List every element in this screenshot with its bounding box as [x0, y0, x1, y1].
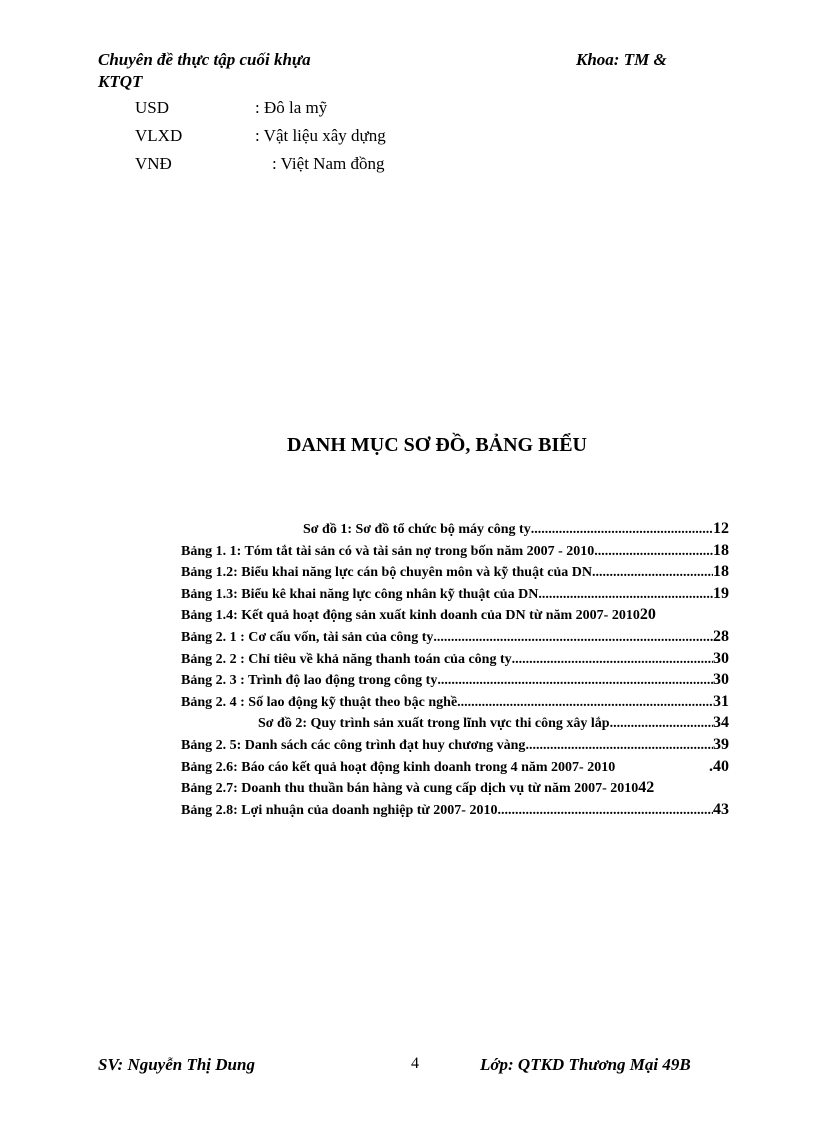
toc-entry — [181, 714, 741, 736]
toc-entry — [181, 650, 741, 672]
footer-page-number: 4 — [411, 1055, 419, 1072]
toc-entry-text: Bảng 1.4: Kết quả hoạt động sản xuất kinh doanh của DN từ năm 2007- 2010 — [181, 608, 640, 624]
toc-entry-text: Bảng 1. 1: Tóm tắt tài sản có và tài sản nợ trong bốn năm 2007 - 2010 — [181, 543, 595, 559]
abbr-meaning: : Đô la mỹ — [255, 98, 328, 117]
toc-entry — [181, 520, 741, 542]
toc-entry — [181, 628, 741, 650]
toc-entry-text: Bảng 2.8: Lợi nhuận của doanh nghiệp từ 2007- 2010 — [181, 802, 498, 818]
toc-entry-page: 18 — [713, 541, 729, 559]
toc-entry — [181, 585, 741, 607]
header-right: Khoa: TM & — [576, 50, 667, 69]
toc-entry — [181, 606, 741, 628]
toc-entry — [181, 671, 741, 693]
toc-entry-text: Bảng 2. 5: Danh sách các công trình đạt huy chương vàng — [181, 737, 526, 753]
toc-entry-page: 30 — [713, 671, 729, 689]
header-continuation: KTQT — [98, 72, 143, 91]
toc-entry — [181, 779, 741, 801]
toc-entry-page: 12 — [713, 520, 729, 537]
toc-entry — [181, 758, 741, 780]
toc-entry-text: Sơ đồ 1: Sơ đồ tổ chức bộ máy công ty — [303, 522, 531, 537]
toc-entry-page: .40 — [709, 757, 729, 775]
abbr-meaning: : Việt Nam đồng — [272, 154, 385, 173]
toc-entry-page: 20 — [639, 606, 656, 624]
footer-class: Lớp: QTKD Thương Mại 49B — [480, 1055, 691, 1074]
toc-entry-page: 19 — [713, 584, 729, 602]
toc-entry-page: 28 — [713, 627, 729, 645]
toc-entry-page: 42 — [638, 779, 655, 797]
toc-entry-page: 31 — [713, 692, 729, 710]
toc-entry-text: Bảng 2.6: Báo cáo kết quả hoạt động kinh doanh trong 4 năm 2007- 2010 — [181, 759, 616, 775]
toc-entry-text: Bảng 2. 3 : Trình độ lao động trong công ty — [181, 673, 438, 689]
toc-entry — [181, 801, 741, 823]
abbr-term: VNĐ — [135, 154, 172, 173]
toc-entry-text: Sơ đồ 2: Quy trình sản xuất trong lĩnh vực thi công xây lắp — [258, 716, 610, 732]
toc-entry-text: Bảng 2.7: Doanh thu thuần bán hàng và cung cấp dịch vụ từ năm 2007- 2010 — [181, 781, 639, 797]
toc-entry-text: Bảng 2. 4 : Số lao động kỹ thuật theo bậc nghề — [181, 694, 458, 710]
header-left: Chuyên đề thực tập cuối khựa — [98, 50, 311, 69]
table-of-figures — [181, 520, 741, 822]
toc-entry — [181, 693, 741, 715]
toc-entry-page: 43 — [713, 800, 729, 818]
toc-entry-text: Bảng 1.3: Biểu kê khai năng lực công nhân kỹ thuật của DN — [181, 586, 539, 602]
abbr-term: USD — [135, 98, 170, 117]
page-title: DANH MỤC SƠ ĐỒ, BẢNG BIỂU — [286, 434, 588, 456]
toc-entry-page: 34 — [713, 714, 729, 732]
abbr-term: VLXD — [135, 126, 183, 145]
toc-entry-text: Bảng 1.2: Biểu khai năng lực cán bộ chuyên môn và kỹ thuật của DN — [181, 565, 592, 581]
abbr-meaning: : Vật liệu xây dựng — [255, 126, 386, 145]
toc-entry — [181, 563, 741, 585]
toc-entry-page: 18 — [713, 563, 729, 581]
toc-entry-text: Bảng 2. 1 : Cơ cấu vốn, tài sản của công ty — [181, 629, 434, 645]
toc-entry — [181, 736, 741, 758]
toc-entry — [181, 542, 741, 564]
toc-entry-text: Bảng 2. 2 : Chỉ tiêu về khả năng thanh toán của công ty — [181, 651, 512, 667]
footer-student: SV: Nguyễn Thị Dung — [98, 1055, 255, 1074]
toc-entry-page: 30 — [713, 649, 729, 667]
toc-entry-page: 39 — [713, 735, 729, 753]
